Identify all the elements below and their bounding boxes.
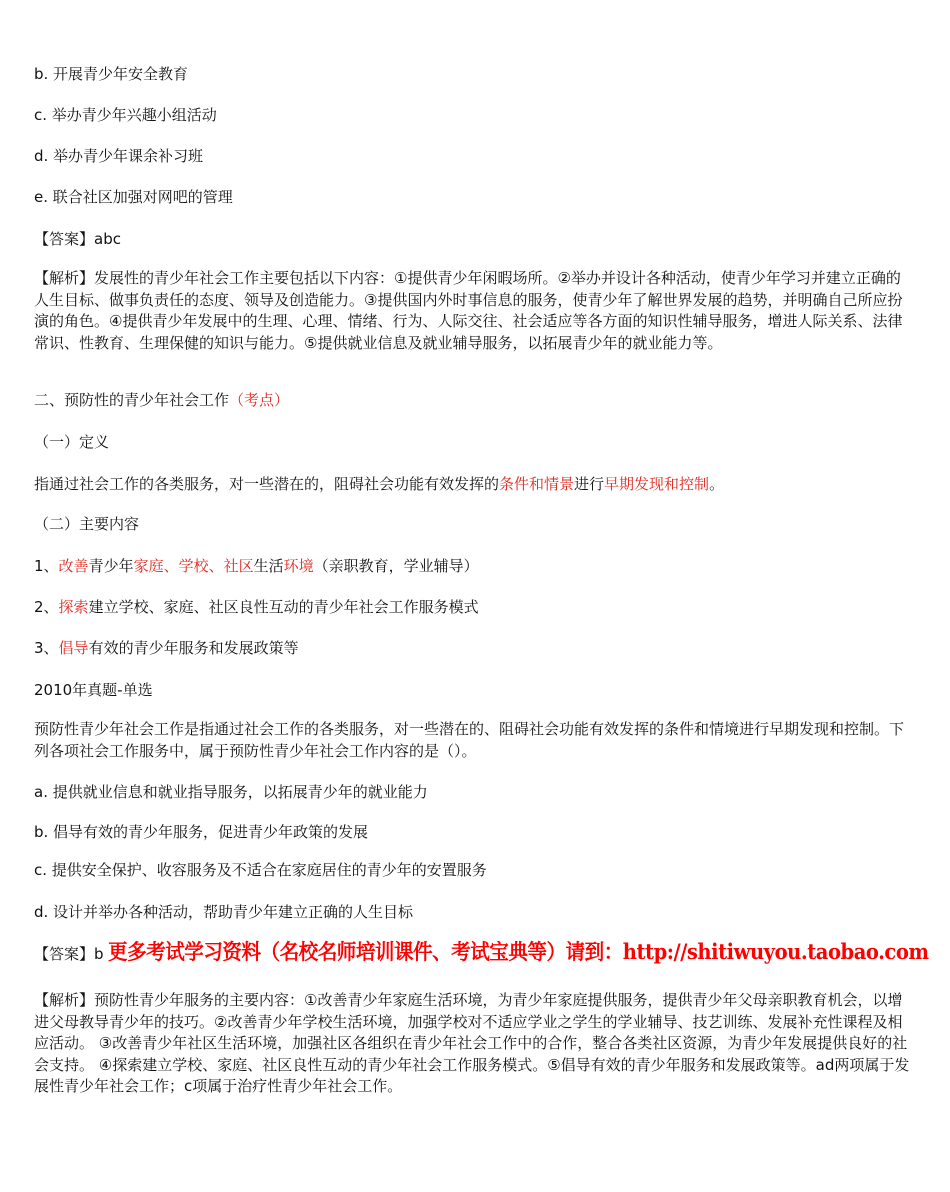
point-1-hl-2: 家庭、学校、社区 (133, 557, 254, 575)
promo-banner: 更多考试学习资料（名校名师培训课件、考试宝典等）请到：http://shitiwuyou.taobao.com (108, 939, 929, 964)
point-1-t3: （亲职教育，学业辅导） (313, 557, 479, 575)
option-e-prev: e. 联合社区加强对网吧的管理 (34, 188, 233, 206)
point-3-num: 3、 (34, 639, 59, 657)
option-c: c. 提供安全保护、收容服务及不适合在家庭居住的青少年的安置服务 (34, 861, 487, 879)
option-d-prev: d. 举办青少年课余补习班 (34, 147, 204, 165)
option-a: a. 提供就业信息和就业指导服务，以拓展青少年的就业能力 (34, 783, 428, 801)
definition-text (34, 474, 724, 494)
content-heading: （二）主要内容 (34, 515, 140, 533)
content-point-1 (34, 556, 479, 576)
answer-2-row (34, 938, 950, 968)
definition-part2: 进行 (574, 475, 605, 493)
definition-highlight-2: 早期发现和控制 (604, 475, 710, 493)
point-1-hl-1: 改善 (58, 557, 89, 575)
point-1-t2: 生活 (253, 557, 284, 575)
section-2-heading (34, 390, 289, 410)
definition-heading: （一）定义 (34, 433, 110, 451)
point-1-hl-3: 环境 (283, 557, 314, 575)
option-d: d. 设计并举办各种活动，帮助青少年建立正确的人生目标 (34, 903, 414, 921)
point-3-hl: 倡导 (58, 639, 89, 657)
content-point-2 (34, 597, 479, 617)
option-b: b. 倡导有效的青少年服务，促进青少年政策的发展 (34, 823, 369, 841)
analysis-1: 【解析】发展性的青少年社会工作主要包括以下内容：①提供青少年闲暇场所。②举办并设计各种活动，使青少年学习并建立正确的人生目标、做事负责任的态度、领导及创造能力。③提供国内外时事信息的服务，使青少年了解世界发展的趋势，并明确自己所应扮演的角色。④提供青少年发展中的生理、心理、情绪、行为、人际交往、社会适应等各方面的知识性辅导服务，增进人际关系、法律常识、性教育、生理保健的知识与能力。⑤提供就业信息及就业辅导服务，以拓展青少年的就业能力等。 (34, 269, 903, 352)
analysis-2: 【解析】预防性青少年服务的主要内容：①改善青少年家庭生活环境，为青少年家庭提供服务，提供青少年父母亲职教育机会，以增进父母教导青少年的技巧。②改善青少年学校生活环境，加强学校对不适应学业之学生的学业辅导、技艺训练、发展补充性课程及相应活动。 ③改善青少年社区生活环境，加强社区各组织在青少年社会工作中的合作，整合各类社区资源，为青少年发展提供良好的社会支持。 ④探索建立学校、家庭、社区良性互动的青少年社会工作服务模式。⑤倡导有效的青少年服务和发展政策等。ad两项属于发展性青少年社会工作；c项属于治疗性青少年社会工作。 (34, 991, 910, 1095)
definition-part1: 指通过社会工作的各类服务，对一些潜在的，阻碍社会功能有效发挥的 (34, 475, 500, 493)
answer-2: 【答案】b (34, 945, 104, 963)
question-text: 预防性青少年社会工作是指通过社会工作的各类服务，对一些潜在的、阻碍社会功能有效发挥的条件和情境进行早期发现和控制。下列各项社会工作服务中，属于预防性青少年社会工作内容的是（）。 (34, 720, 905, 760)
point-2-rest: 建立学校、家庭、社区良性互动的青少年社会工作服务模式 (88, 598, 479, 616)
point-3-rest: 有效的青少年服务和发展政策等 (88, 639, 299, 657)
answer-1: 【答案】abc (34, 230, 121, 248)
section-2-tag: （考点） (229, 391, 290, 409)
point-2-hl: 探索 (58, 598, 89, 616)
option-c-prev: c. 举办青少年兴趣小组活动 (34, 106, 217, 124)
definition-part3: 。 (709, 475, 725, 493)
point-1-t1: 青少年 (88, 557, 134, 575)
point-1-num: 1、 (34, 557, 59, 575)
exam-label: 2010年真题-单选 (34, 681, 153, 699)
option-b-prev: b. 开展青少年安全教育 (34, 65, 189, 83)
content-point-3 (34, 638, 299, 658)
point-2-num: 2、 (34, 598, 59, 616)
section-2-title: 二、预防性的青少年社会工作 (34, 391, 230, 409)
definition-highlight-1: 条件和情景 (499, 475, 575, 493)
